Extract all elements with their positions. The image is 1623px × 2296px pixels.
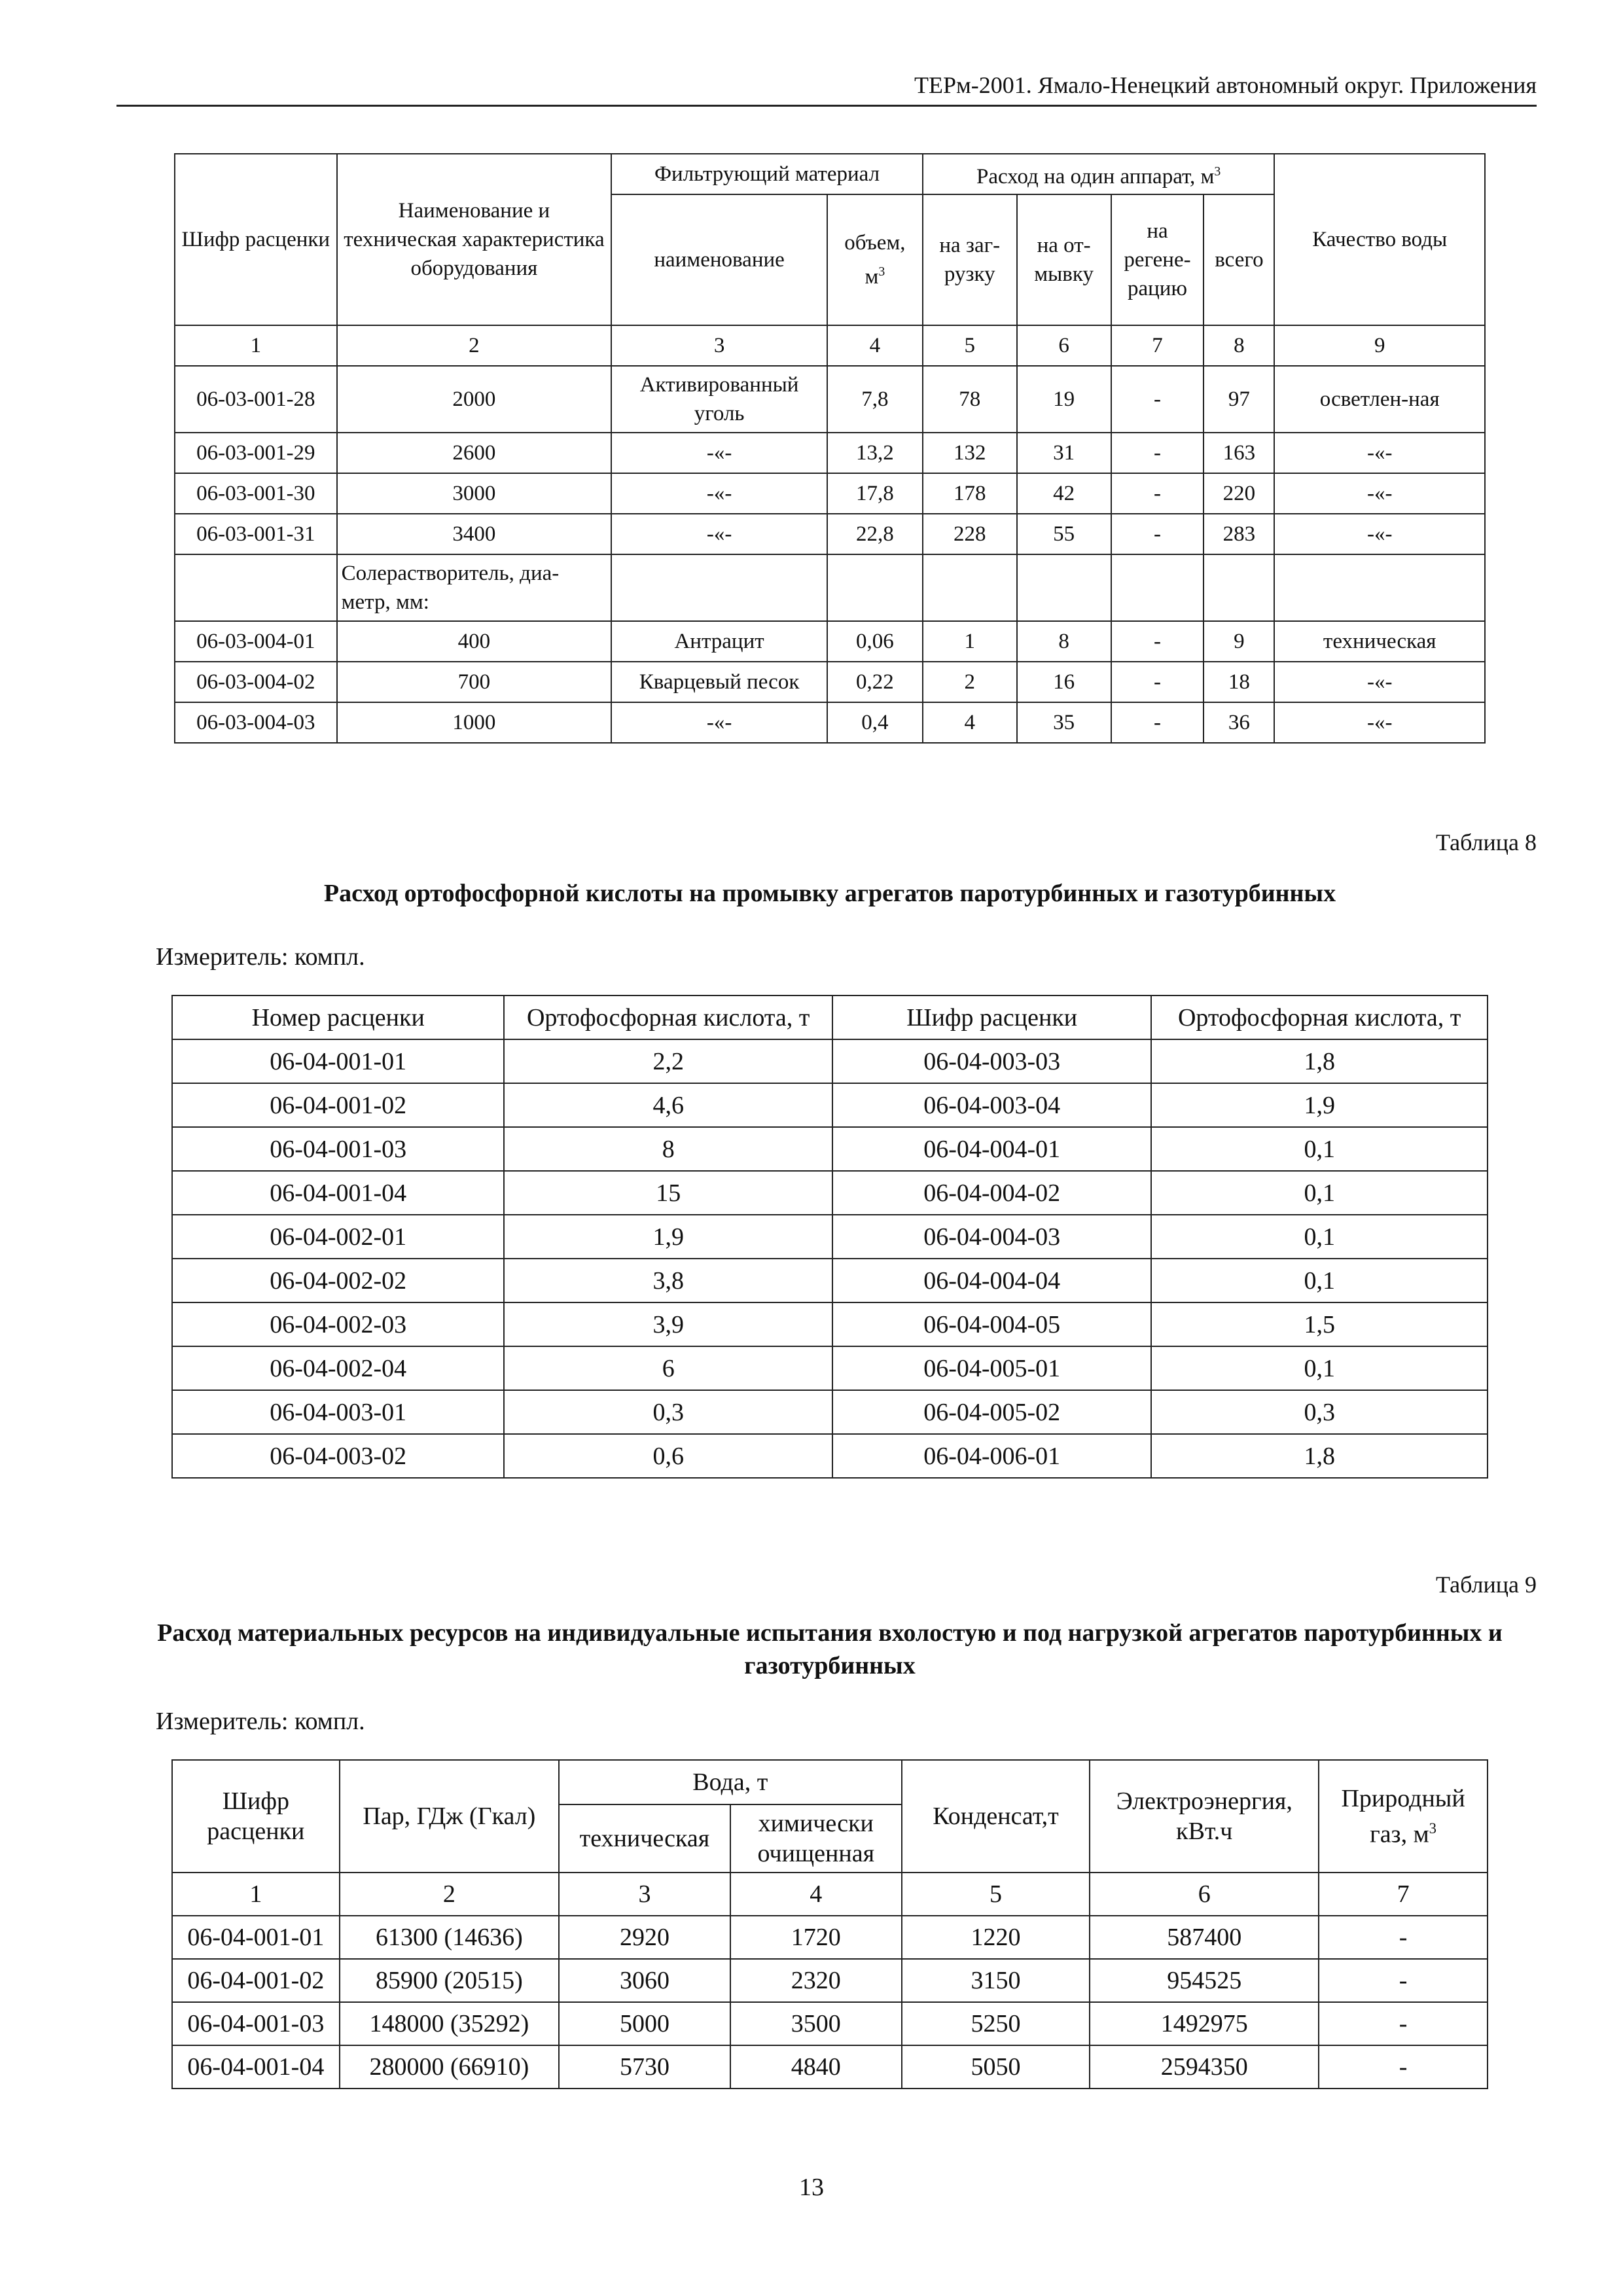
cell: 06-04-001-04: [172, 1171, 504, 1215]
col-num: 1: [172, 1873, 340, 1916]
cell: 0,22: [827, 662, 923, 702]
cell: 1: [923, 621, 1017, 662]
table-row: [175, 473, 1485, 514]
cell: 06-04-003-02: [172, 1434, 504, 1478]
cell: -: [1319, 1959, 1488, 2002]
table-row: [175, 433, 1485, 473]
cell: -«-: [1274, 473, 1485, 514]
cell: 06-04-001-01: [172, 1039, 504, 1083]
cell: 4840: [730, 2045, 902, 2089]
cell: 06-03-001-31: [175, 514, 337, 554]
header-water-group: Вода, т: [559, 1760, 902, 1804]
cell: 0,1: [1151, 1127, 1488, 1171]
cell: 8: [504, 1127, 832, 1171]
header-cell: Шифр расценки: [832, 996, 1151, 1039]
table-row: [172, 1390, 1488, 1434]
cell: 06-04-002-01: [172, 1215, 504, 1259]
table-row: [172, 1959, 1488, 2002]
cell: -: [1111, 621, 1204, 662]
col-num: 2: [337, 325, 612, 366]
cell: 700: [337, 662, 612, 702]
cell: Активированный уголь: [611, 366, 827, 433]
cell: [611, 554, 827, 621]
cell: 06-04-005-02: [832, 1390, 1151, 1434]
cell: 0,1: [1151, 1346, 1488, 1390]
col-num: 4: [827, 325, 923, 366]
filter-materials-table: [174, 153, 1486, 744]
cell: 1,5: [1151, 1302, 1488, 1346]
cell: 3150: [902, 1959, 1090, 2002]
cell: 3060: [559, 1959, 730, 2002]
table8-unit: Измеритель: компл.: [156, 943, 365, 971]
cell: 4,6: [504, 1083, 832, 1127]
header-steam: Пар, ГДж (Гкал): [340, 1760, 559, 1873]
cell: [827, 554, 923, 621]
column-numbers-row: [172, 1873, 1488, 1916]
cell: 06-04-002-03: [172, 1302, 504, 1346]
header-material-name: наименование: [611, 194, 827, 325]
running-header: ТЕРм-2001. Ямало-Ненецкий автономный округ. Приложения: [116, 71, 1537, 107]
cell: -«-: [611, 433, 827, 473]
cell: -«-: [1274, 514, 1485, 554]
cell: 1720: [730, 1916, 902, 1959]
cell: 06-04-001-03: [172, 2002, 340, 2045]
cell: 61300 (14636): [340, 1916, 559, 1959]
cell: 1,8: [1151, 1434, 1488, 1478]
header-condensate: Конденсат,т: [902, 1760, 1090, 1873]
cell: 18: [1204, 662, 1274, 702]
cell: -«-: [1274, 662, 1485, 702]
cell: 06-04-004-01: [832, 1127, 1151, 1171]
cell: 42: [1017, 473, 1111, 514]
table-row: [175, 514, 1485, 554]
cell: 19: [1017, 366, 1111, 433]
page-number: 13: [799, 2174, 824, 2201]
cell: 228: [923, 514, 1017, 554]
table9-title: Расход материальных ресурсов на индивидуальные испытания вхолостую и под нагрузкой агрегатов паротурбинных и газотурбинных: [157, 1619, 1503, 1679]
cell: [1111, 554, 1204, 621]
cell: 132: [923, 433, 1017, 473]
cell: 06-03-001-28: [175, 366, 337, 433]
cell: 148000 (35292): [340, 2002, 559, 2045]
cell: [1204, 554, 1274, 621]
header-power: Электроэнергия, кВт.ч: [1090, 1760, 1319, 1873]
cell: 2600: [337, 433, 612, 473]
cell: -«-: [611, 473, 827, 514]
cell: 06-04-004-04: [832, 1259, 1151, 1302]
table-row: [175, 621, 1485, 662]
cell: 06-04-004-02: [832, 1171, 1151, 1215]
cell: 06-04-001-03: [172, 1127, 504, 1171]
cell: 9: [1204, 621, 1274, 662]
cell: -: [1111, 433, 1204, 473]
cell: 97: [1204, 366, 1274, 433]
header-load: на заг-рузку: [923, 194, 1017, 325]
cell: 5250: [902, 2002, 1090, 2045]
header-flow-group: Расход на один аппарат, $м^3$: [923, 154, 1275, 194]
cell: 178: [923, 473, 1017, 514]
table-row: [172, 1259, 1488, 1302]
cell: 1,9: [504, 1215, 832, 1259]
cell: 0,1: [1151, 1171, 1488, 1215]
cell: 163: [1204, 433, 1274, 473]
cell: 280000 (66910): [340, 2045, 559, 2089]
cell: 06-04-004-03: [832, 1215, 1151, 1259]
table-row: [172, 1127, 1488, 1171]
cell: -: [1111, 702, 1204, 743]
header-tech-water: техническая: [559, 1804, 730, 1873]
col-num: 5: [902, 1873, 1090, 1916]
cell: 0,4: [827, 702, 923, 743]
cell: 0,6: [504, 1434, 832, 1478]
col-num: 2: [340, 1873, 559, 1916]
col-num: 3: [611, 325, 827, 366]
table-row: [172, 1083, 1488, 1127]
cell: осветлен-ная: [1274, 366, 1485, 433]
cell: 85900 (20515): [340, 1959, 559, 2002]
cell: 06-04-001-02: [172, 1083, 504, 1127]
cell: 0,06: [827, 621, 923, 662]
header-code: Шифр расценки: [175, 154, 337, 325]
header-cell: Ортофосфорная кислота, т: [1151, 996, 1488, 1039]
cell: 6: [504, 1346, 832, 1390]
material-resources-table: [171, 1759, 1488, 2089]
table8-title: Расход ортофосфорной кислоты на промывку агрегатов паротурбинных и газотурбинных: [323, 880, 1336, 907]
table-row: [172, 2002, 1488, 2045]
cell: -«-: [1274, 702, 1485, 743]
cell: 2: [923, 662, 1017, 702]
cell: [923, 554, 1017, 621]
cell: 15: [504, 1171, 832, 1215]
cell: техническая: [1274, 621, 1485, 662]
table-row: [175, 662, 1485, 702]
cell: 400: [337, 621, 612, 662]
cell: -: [1319, 2045, 1488, 2089]
col-num: 5: [923, 325, 1017, 366]
table8-number: Таблица 8: [1436, 829, 1537, 855]
cell: Кварцевый песок: [611, 662, 827, 702]
table-row: [172, 1916, 1488, 1959]
cell: 06-04-002-02: [172, 1259, 504, 1302]
header-wash: на от-мывку: [1017, 194, 1111, 325]
col-num: 9: [1274, 325, 1485, 366]
table-row: [172, 1302, 1488, 1346]
section-row: [175, 554, 1485, 621]
cell: -: [1319, 1916, 1488, 1959]
cell: 1000: [337, 702, 612, 743]
cell: 35: [1017, 702, 1111, 743]
col-num: 8: [1204, 325, 1274, 366]
cell: -: [1111, 662, 1204, 702]
cell: 3500: [730, 2002, 902, 2045]
cell: 5000: [559, 2002, 730, 2045]
table-row: [175, 366, 1485, 433]
header-equipment: Наименование и техническая характеристика оборудования: [337, 154, 612, 325]
cell: Антрацит: [611, 621, 827, 662]
cell: 5730: [559, 2045, 730, 2089]
cell: 1220: [902, 1916, 1090, 1959]
cell: [175, 554, 337, 621]
cell: 78: [923, 366, 1017, 433]
cell: -: [1111, 366, 1204, 433]
phosphoric-acid-table: [171, 995, 1488, 1479]
cell: 220: [1204, 473, 1274, 514]
cell: -«-: [611, 514, 827, 554]
cell: 22,8: [827, 514, 923, 554]
header-regen: на регене-рацию: [1111, 194, 1204, 325]
table-row: [172, 1039, 1488, 1083]
header-volume: объем, $м^3$: [827, 194, 923, 325]
cell: 0,3: [1151, 1390, 1488, 1434]
cell: 954525: [1090, 1959, 1319, 2002]
cell: 3,9: [504, 1302, 832, 1346]
cell: 2000: [337, 366, 612, 433]
cell: 06-04-001-04: [172, 2045, 340, 2089]
cell: 06-04-002-04: [172, 1346, 504, 1390]
col-num: 6: [1090, 1873, 1319, 1916]
cell: 1,8: [1151, 1039, 1488, 1083]
table-row: [172, 2045, 1488, 2089]
cell: 13,2: [827, 433, 923, 473]
cell: -: [1111, 514, 1204, 554]
table-row: [172, 1215, 1488, 1259]
header-cell: Номер расценки: [172, 996, 504, 1039]
cell: -«-: [611, 702, 827, 743]
table-row: [172, 1346, 1488, 1390]
cell: 283: [1204, 514, 1274, 554]
header-quality: Качество воды: [1274, 154, 1485, 325]
cell: 3000: [337, 473, 612, 514]
table9-number: Таблица 9: [1436, 1571, 1537, 1598]
cell: -: [1111, 473, 1204, 514]
table9-unit: Измеритель: компл.: [156, 1708, 365, 1735]
cell: -«-: [1274, 433, 1485, 473]
cell: 06-04-003-01: [172, 1390, 504, 1434]
cell: 06-04-001-01: [172, 1916, 340, 1959]
cell: 06-03-001-29: [175, 433, 337, 473]
cell: 06-03-004-02: [175, 662, 337, 702]
cell: 2,2: [504, 1039, 832, 1083]
cell: 06-04-003-04: [832, 1083, 1151, 1127]
column-numbers-row: [175, 325, 1485, 366]
cell: 2594350: [1090, 2045, 1319, 2089]
cell: 2920: [559, 1916, 730, 1959]
cell: 1,9: [1151, 1083, 1488, 1127]
col-num: 1: [175, 325, 337, 366]
header-code: Шифр расценки: [172, 1760, 340, 1873]
cell: 31: [1017, 433, 1111, 473]
header-filter-group: Фильтрующий материал: [611, 154, 923, 194]
cell: -: [1319, 2002, 1488, 2045]
header-chem-water: химически очищенная: [730, 1804, 902, 1873]
cell: [1274, 554, 1485, 621]
table-header-row: [172, 996, 1488, 1039]
col-num: 6: [1017, 325, 1111, 366]
cell: 4: [923, 702, 1017, 743]
cell: 0,3: [504, 1390, 832, 1434]
table-row: [172, 1171, 1488, 1215]
header-total: всего: [1204, 194, 1274, 325]
cell: 06-04-006-01: [832, 1434, 1151, 1478]
cell: 06-03-004-03: [175, 702, 337, 743]
cell: 06-04-001-02: [172, 1959, 340, 2002]
cell: 587400: [1090, 1916, 1319, 1959]
section-label: Солерастворитель, диа-метр, мм:: [337, 554, 612, 621]
table-row: [175, 702, 1485, 743]
col-num: 3: [559, 1873, 730, 1916]
col-num: 4: [730, 1873, 902, 1916]
cell: 0,1: [1151, 1215, 1488, 1259]
cell: 06-04-005-01: [832, 1346, 1151, 1390]
cell: 55: [1017, 514, 1111, 554]
cell: 3400: [337, 514, 612, 554]
cell: 2320: [730, 1959, 902, 2002]
cell: 3,8: [504, 1259, 832, 1302]
cell: 06-04-003-03: [832, 1039, 1151, 1083]
cell: 06-04-004-05: [832, 1302, 1151, 1346]
cell: 06-03-001-30: [175, 473, 337, 514]
cell: 8: [1017, 621, 1111, 662]
col-num: 7: [1319, 1873, 1488, 1916]
cell: 36: [1204, 702, 1274, 743]
cell: 0,1: [1151, 1259, 1488, 1302]
cell: 5050: [902, 2045, 1090, 2089]
cell: 7,8: [827, 366, 923, 433]
cell: 1492975: [1090, 2002, 1319, 2045]
header-cell: Ортофосфорная кислота, т: [504, 996, 832, 1039]
cell: 16: [1017, 662, 1111, 702]
table-row: [172, 1434, 1488, 1478]
col-num: 7: [1111, 325, 1204, 366]
header-gas: Природный газ, $м^3$: [1319, 1760, 1488, 1873]
cell: 06-03-004-01: [175, 621, 337, 662]
cell: [1017, 554, 1111, 621]
cell: 17,8: [827, 473, 923, 514]
